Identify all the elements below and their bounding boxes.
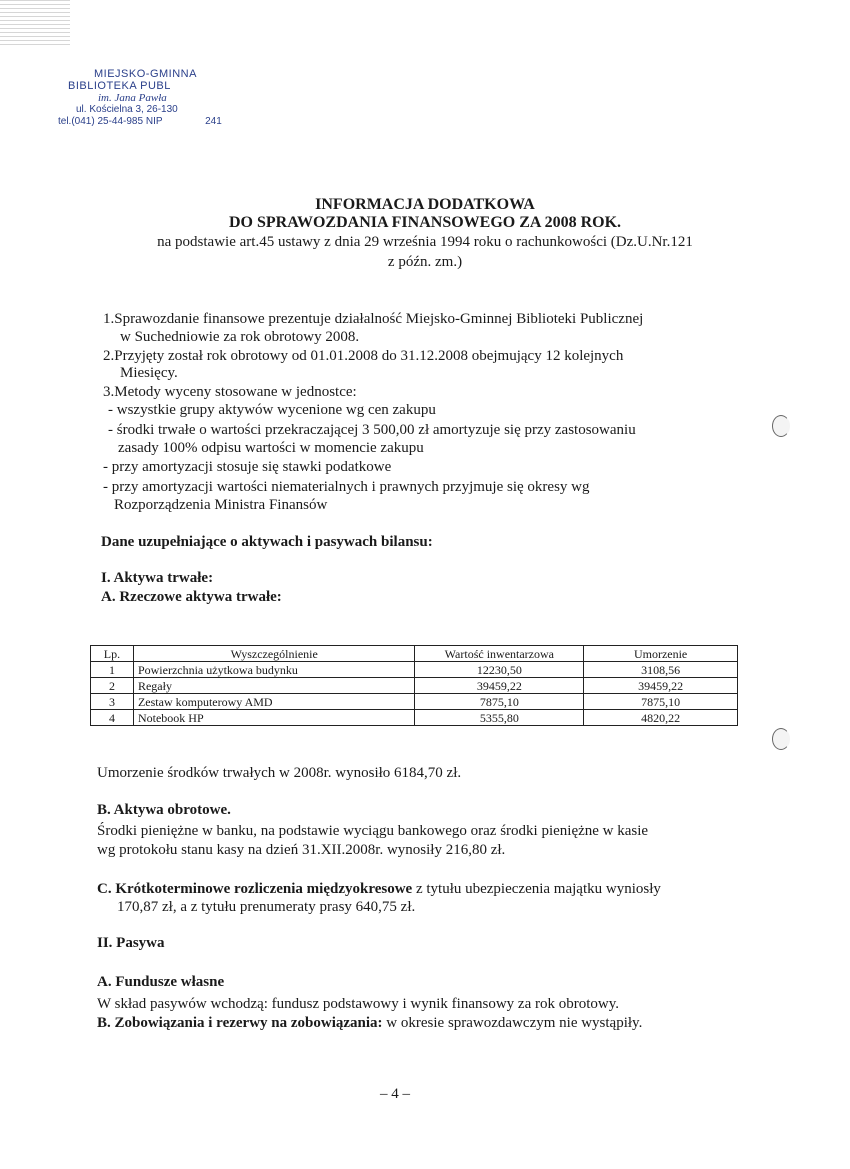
stamp-line: MIEJSKO-GMINNA	[94, 68, 197, 80]
current-assets-text: Środki pieniężne w banku, na podstawie wyciągu bankowego oraz środki pieniężne w kasie	[97, 823, 649, 839]
table-row	[91, 662, 738, 678]
tangible-assets-heading: A. Rzeczowe aktywa trwałe:	[101, 589, 282, 605]
obligations-text: w okresie sprawozdawczym nie wystąpiły.	[382, 1015, 643, 1031]
cell-value: 39459,22	[415, 678, 584, 694]
cell-lp: 1	[91, 662, 134, 678]
document-title: DO SPRAWOZDANIA FINANSOWEGO ZA 2008 ROK.	[228, 214, 622, 231]
accruals-paragraph	[97, 880, 661, 898]
point-3d-cont: Rozporządzenia Ministra Finansów	[114, 497, 328, 513]
liabilities-heading: II. Pasywa	[97, 935, 165, 951]
punch-hole-icon	[772, 728, 790, 750]
stamp-line	[58, 116, 258, 128]
point-3: 3.Metody wyceny stosowane w jednostce:	[103, 384, 357, 400]
table-row	[91, 678, 738, 694]
cell-depreciation: 39459,22	[584, 678, 738, 694]
current-assets-text: wg protokołu stanu kasy na dzień 31.XII.2008r. wynosiły 216,80 zł.	[97, 842, 506, 858]
point-2: 2.Przyjęty został rok obrotowy od 01.01.2008 do 31.12.2008 obejmujący 12 kolejnych	[103, 348, 624, 364]
point-1: 1.Sprawozdanie finansowe prezentuje działalność Miejsko-Gminnej Biblioteki Publicznej	[103, 311, 644, 327]
obligations-paragraph	[97, 1014, 642, 1032]
cell-depreciation: 3108,56	[584, 662, 738, 678]
equity-text: W skład pasywów wchodzą: fundusz podstawowy i wynik finansowy za rok obrotowy.	[97, 996, 619, 1012]
table-row	[91, 694, 738, 710]
point-3b-cont: zasady 100% odpisu wartości w momencie zakupu	[118, 440, 424, 456]
cell-name: Zestaw komputerowy AMD	[133, 694, 415, 710]
stamp-phone: tel.(041) 25-44-985	[58, 116, 144, 127]
document-title: INFORMACJA DODATKOWA	[315, 196, 535, 213]
fixed-assets-heading: I. Aktywa trwałe:	[101, 570, 214, 586]
cell-value: 12230,50	[415, 662, 584, 678]
equity-heading: A. Fundusze własne	[97, 974, 225, 990]
fixed-assets-table	[90, 645, 738, 726]
accruals-text-cont: 170,87 zł, a z tytułu prenumeraty prasy 640,75 zł.	[117, 899, 416, 915]
table-row	[91, 710, 738, 726]
stamp-line: BIBLIOTEKA PUBL	[68, 80, 171, 92]
column-header: Umorzenie	[584, 646, 738, 662]
cell-value: 5355,80	[415, 710, 584, 726]
balance-heading: Dane uzupełniające o aktywach i pasywach bilansu:	[101, 534, 433, 550]
cell-lp: 3	[91, 694, 134, 710]
accruals-text: z tytułu ubezpieczenia majątku wyniosły	[412, 881, 661, 897]
point-3b: - środki trwałe o wartości przekraczającej 3 500,00 zł amortyzuje się przy zastosowaniu	[108, 422, 636, 438]
point-1-cont: w Suchedniowie za rok obrotowy 2008.	[120, 329, 360, 345]
point-3d: - przy amortyzacji wartości niematerialnych i prawnych przyjmuje się okresy wg	[103, 479, 590, 495]
cell-name: Regały	[133, 678, 415, 694]
page-number: – 4 –	[380, 1086, 410, 1102]
cell-depreciation: 4820,22	[584, 710, 738, 726]
stamp-line: im. Jana Pawła	[98, 92, 167, 104]
stamp-nip-tail: 241	[205, 116, 222, 127]
obligations-heading: B. Zobowiązania i rezerwy na zobowiązania:	[97, 1015, 383, 1031]
legal-basis: na podstawie art.45 ustawy z dnia 29 września 1994 roku o rachunkowości (Dz.U.Nr.121	[157, 234, 693, 250]
stamp-line: ul. Kościelna 3, 26-130	[76, 104, 178, 115]
cell-lp: 2	[91, 678, 134, 694]
institution-stamp	[58, 68, 258, 128]
column-header: Wyszczególnienie	[133, 646, 415, 662]
point-2-cont: Miesięcy.	[120, 365, 178, 381]
cell-name: Notebook HP	[133, 710, 415, 726]
accruals-heading: C. Krótkoterminowe rozliczenia międzyokresowe	[97, 881, 413, 897]
legal-basis: z późn. zm.)	[387, 254, 463, 270]
table-header-row	[91, 646, 738, 662]
cell-lp: 4	[91, 710, 134, 726]
cell-value: 7875,10	[415, 694, 584, 710]
stamp-nip: NIP	[145, 116, 163, 127]
point-3c: - przy amortyzacji stosuje się stawki podatkowe	[103, 459, 392, 475]
depreciation-note: Umorzenie środków trwałych w 2008r. wynosiło 6184,70 zł.	[97, 765, 462, 781]
current-assets-heading: B. Aktywa obrotowe.	[97, 802, 231, 818]
cell-name: Powierzchnia użytkowa budynku	[133, 662, 415, 678]
punch-hole-icon	[772, 415, 790, 437]
column-header: Lp.	[91, 646, 134, 662]
cell-depreciation: 7875,10	[584, 694, 738, 710]
column-header: Wartość inwentarzowa	[415, 646, 584, 662]
scan-artifact	[0, 0, 70, 48]
point-3a: - wszystkie grupy aktywów wycenione wg cen zakupu	[108, 402, 436, 418]
